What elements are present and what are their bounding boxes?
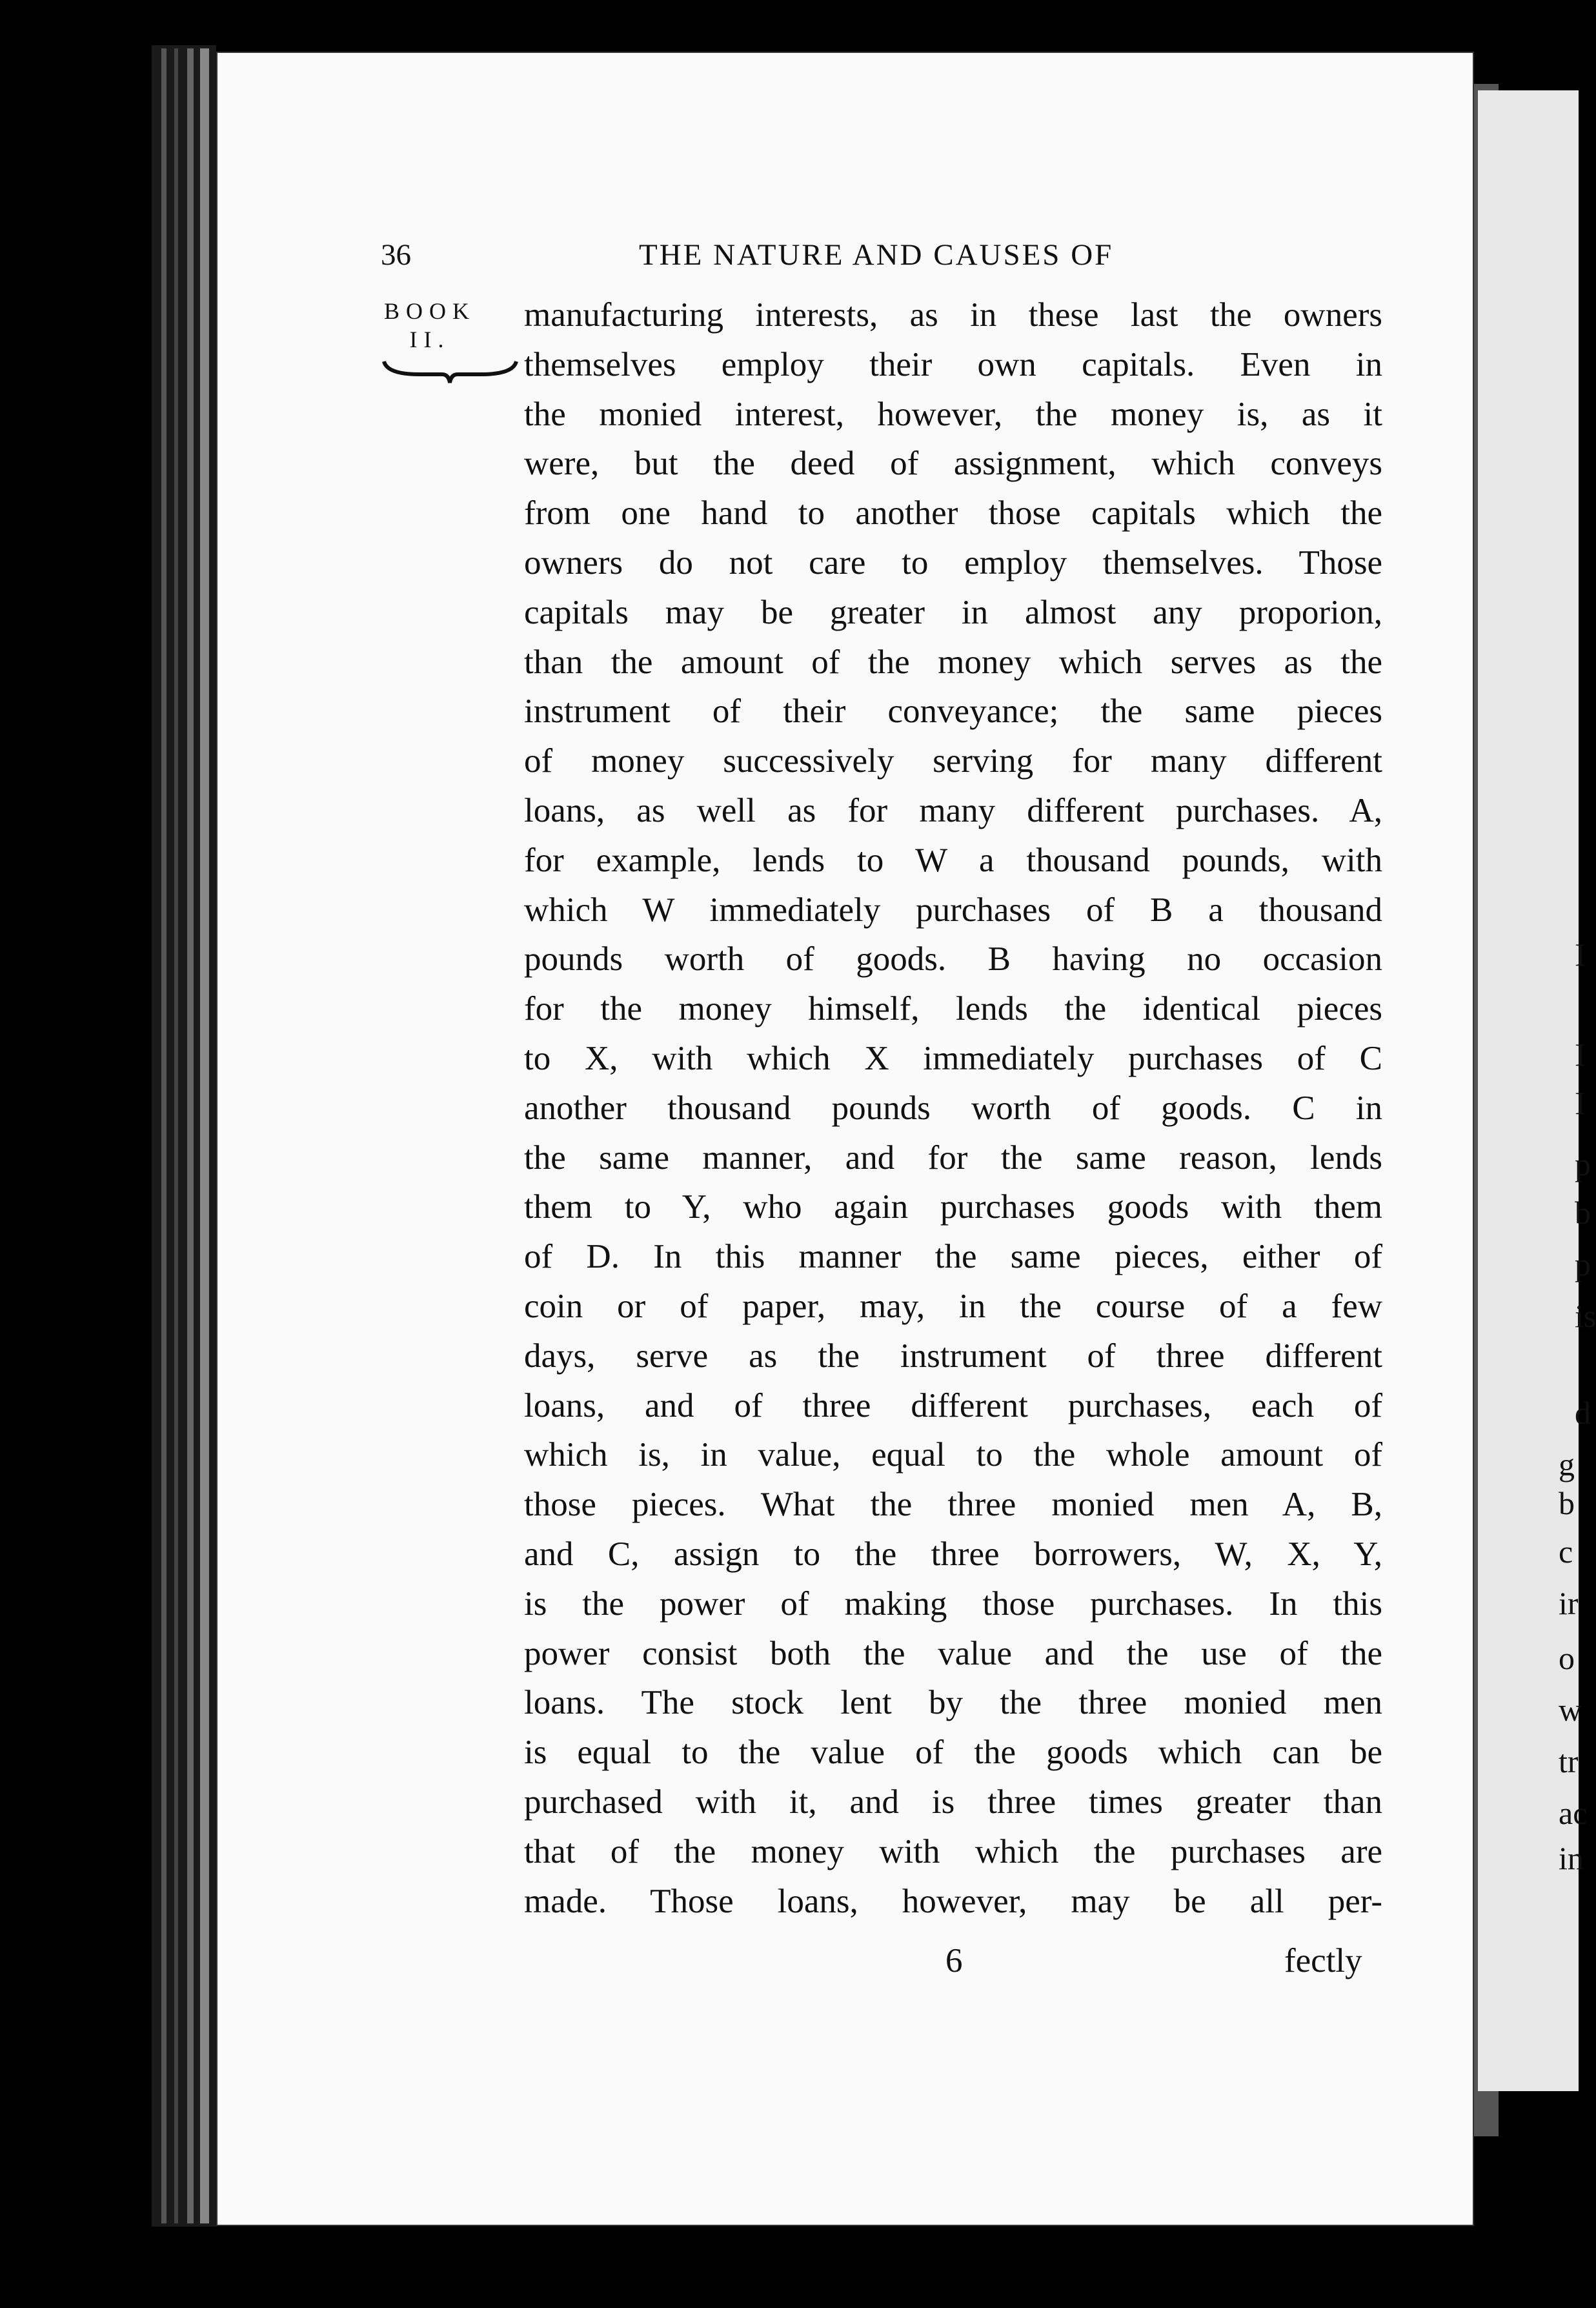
body-line: of money successively serving for many different xyxy=(524,742,1382,780)
body-line: another thousand pounds worth of goods. C in xyxy=(524,1089,1382,1127)
facing-page-fragment: d xyxy=(1575,1395,1591,1431)
body-line: the same manner, and for the same reason, lends xyxy=(524,1139,1382,1177)
facing-page-fragment: p xyxy=(1575,1246,1591,1282)
body-line: for the money himself, lends the identical pieces xyxy=(524,990,1382,1028)
facing-page-fragment: b xyxy=(1559,1485,1575,1521)
facing-page-fragment: c xyxy=(1559,1534,1573,1570)
body-line: that of the money with which the purchases are xyxy=(524,1832,1382,1870)
facing-page-fragment: tr xyxy=(1559,1743,1579,1779)
facing-page-fragment: p xyxy=(1575,1146,1591,1182)
body-line: owners do not care to employ themselves. Those xyxy=(524,544,1382,582)
body-line: loans, and of three different purchases, each of xyxy=(524,1386,1382,1424)
body-line: them to Y, who again purchases goods with them xyxy=(524,1188,1382,1226)
body-line: themselves employ their own capitals. Even in xyxy=(524,345,1382,383)
body-line: is equal to the value of the goods which can be xyxy=(524,1734,1382,1772)
facing-page-fragment: I xyxy=(1575,936,1586,973)
body-line: power consist both the value and the use of the xyxy=(524,1634,1382,1672)
running-title: THE NATURE AND CAUSES OF xyxy=(639,238,1114,272)
margin-note xyxy=(384,297,476,354)
body-line: from one hand to another those capitals which the xyxy=(524,494,1382,532)
body-line: of D. In this manner the same pieces, either of xyxy=(524,1238,1382,1276)
margin-note-volume: II. xyxy=(409,327,450,352)
facing-page-fragment: g xyxy=(1559,1446,1575,1483)
body-line: instrument of their conveyance; the same pieces xyxy=(524,693,1382,731)
margin-brace-icon xyxy=(381,358,520,384)
body-line: manufacturing interests, as in these last the owners xyxy=(524,296,1382,334)
body-line: than the amount of the money which serves as the xyxy=(524,643,1382,681)
body-line: were, but the deed of assignment, which conveys xyxy=(524,445,1382,483)
body-line: coin or of paper, may, in the course of a few xyxy=(524,1288,1382,1325)
body-line: the monied interest, however, the money is, as it xyxy=(524,395,1382,433)
body-line: to X, with which X immediately purchases of C xyxy=(524,1040,1382,1077)
body-line: loans. The stock lent by the three monied men xyxy=(524,1684,1382,1722)
facing-page-fragment: I xyxy=(1575,1037,1586,1073)
facing-page-fragment: w xyxy=(1559,1692,1582,1728)
facing-page-fragment: o xyxy=(1559,1640,1575,1676)
facing-page-fragment: b xyxy=(1575,1195,1591,1231)
body-line: for example, lends to W a thousand pounds, with xyxy=(524,841,1382,879)
body-line: those pieces. What the three monied men A, B, xyxy=(524,1486,1382,1524)
facing-page-edge xyxy=(1478,90,1596,2091)
facing-page-fragment: is xyxy=(1575,1298,1596,1334)
body-line: capitals may be greater in almost any proporion, xyxy=(524,593,1382,631)
body-line: and C, assign to the three borrowers, W, X, Y, xyxy=(524,1535,1382,1573)
body-line: pounds worth of goods. B having no occasion xyxy=(524,940,1382,978)
facing-page-fragment: ir xyxy=(1559,1585,1579,1621)
facing-page-fragment: I xyxy=(1575,1085,1586,1121)
body-line: days, serve as the instrument of three different xyxy=(524,1337,1382,1375)
body-line: loans, as well as for many different purchases. A, xyxy=(524,792,1382,829)
body-line: made. Those loans, however, may be all per- xyxy=(524,1882,1382,1920)
signature-mark: 6 xyxy=(945,1942,963,1979)
body-line: which is, in value, equal to the whole amount of xyxy=(524,1436,1382,1474)
facing-page-fragment: ac xyxy=(1559,1795,1588,1831)
body-line: is the power of making those purchases. In this xyxy=(524,1584,1382,1623)
body-line: purchased with it, and is three times greater than xyxy=(524,1783,1382,1821)
page-number: 36 xyxy=(381,238,411,272)
facing-page-fragment: in xyxy=(1559,1840,1584,1876)
body-line: which W immediately purchases of B a thousand xyxy=(524,891,1382,929)
catchword: fectly xyxy=(1284,1942,1362,1979)
margin-note-book: BOOK xyxy=(384,298,476,324)
